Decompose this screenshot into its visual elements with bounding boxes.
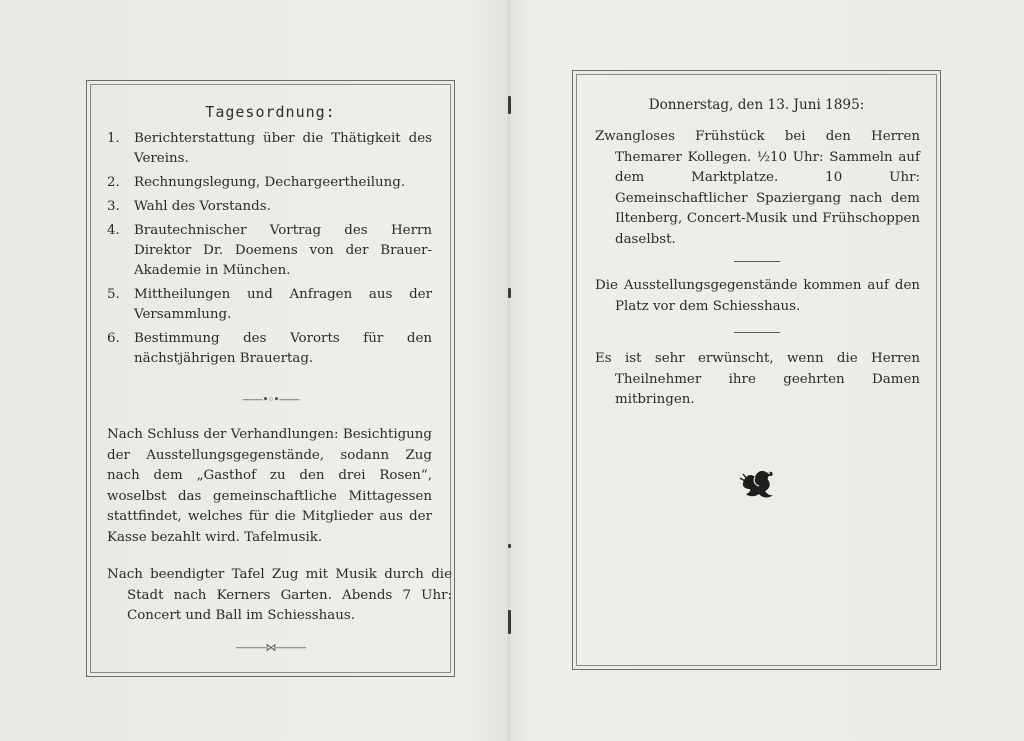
section-rule xyxy=(734,261,780,262)
exhibition-paragraph: Die Ausstellungsgegenstände kommen auf den Platz vor dem Schiesshaus. xyxy=(595,278,920,314)
agenda-item: 6. Bestimmung des Vororts für den nächstjährigen Brauertag. xyxy=(107,331,432,366)
dragon-emblem-icon xyxy=(737,461,777,501)
agenda-item-text: Mittheilungen und Anfragen aus der Versammlung. xyxy=(134,287,432,322)
agenda-item-text: Wahl des Vorstands. xyxy=(134,199,271,214)
agenda-item: 1. Berichterstattung über die Thätigkeit des Vereins. xyxy=(107,131,432,166)
agenda-item: 2. Rechnungslegung, Dechargeertheilung. xyxy=(107,175,406,190)
ladies-paragraph: Es ist sehr erwünscht, wenn die Herren Theilnehmer ihre geehrten Damen mitbringen. xyxy=(595,351,920,407)
agenda-item-text: Brautechnischer Vortrag des Herrn Direktor Dr. Doemens von der Brauer-Akademie in München. xyxy=(134,223,432,278)
agenda-item-text: Berichterstattung über die Thätigkeit des Vereins. xyxy=(134,131,432,166)
agenda-item: 4. Brautechnischer Vortrag des Herrn Direktor Dr. Doemens von der Brauer-Akademie in München. xyxy=(107,223,432,278)
thursday-program-paragraph: Zwangloses Frühstück bei den Herren Themarer Kollegen. ½10 Uhr: Sammeln auf dem Marktplatze. 10 Uhr: Gemeinschaftlicher Spaziergang nach dem Iltenberg, Concert-Musik und Frühschoppen daselbst. xyxy=(595,129,920,247)
staple-bottom xyxy=(508,610,511,634)
ornament-divider-bottom: ———⋈——— xyxy=(235,641,306,654)
right-page-frame xyxy=(572,70,941,670)
agenda-item: 3. Wahl des Vorstands. xyxy=(107,199,271,214)
date-heading: Donnerstag, den 13. Juni 1895: xyxy=(648,97,865,113)
staple-dot xyxy=(508,544,511,548)
after-meeting-paragraph: Nach Schluss der Verhandlungen: Besichtigung der Ausstellungsgegenstände, sodann Zug nach dem „Gasthof zu den drei Rosen“, woselbst das gemeinschaftliche Mittagessen stattfindet, welches für die Mitglieder aus der Kasse bezahlt wird. Tafelmusik. xyxy=(107,427,432,545)
agenda-heading: Tagesordnung: xyxy=(205,103,336,121)
ornament-divider: ——•◦•—— xyxy=(242,393,299,406)
staple-mid xyxy=(508,288,511,298)
section-rule xyxy=(734,332,780,333)
agenda-item: 5. Mittheilungen und Anfragen aus der Versammlung. xyxy=(107,287,432,322)
left-page-frame xyxy=(86,80,455,677)
agenda-item-text: Bestimmung des Vororts für den nächstjährigen Brauertag. xyxy=(134,331,432,366)
agenda-item-text: Rechnungslegung, Dechargeertheilung. xyxy=(134,175,406,190)
staple-top xyxy=(508,96,511,114)
evening-paragraph: Nach beendigter Tafel Zug mit Musik durch die Stadt nach Kerners Garten. Abends 7 Uhr: Concert und Ball im Schiesshaus. xyxy=(107,567,452,623)
agenda-list xyxy=(107,129,432,373)
